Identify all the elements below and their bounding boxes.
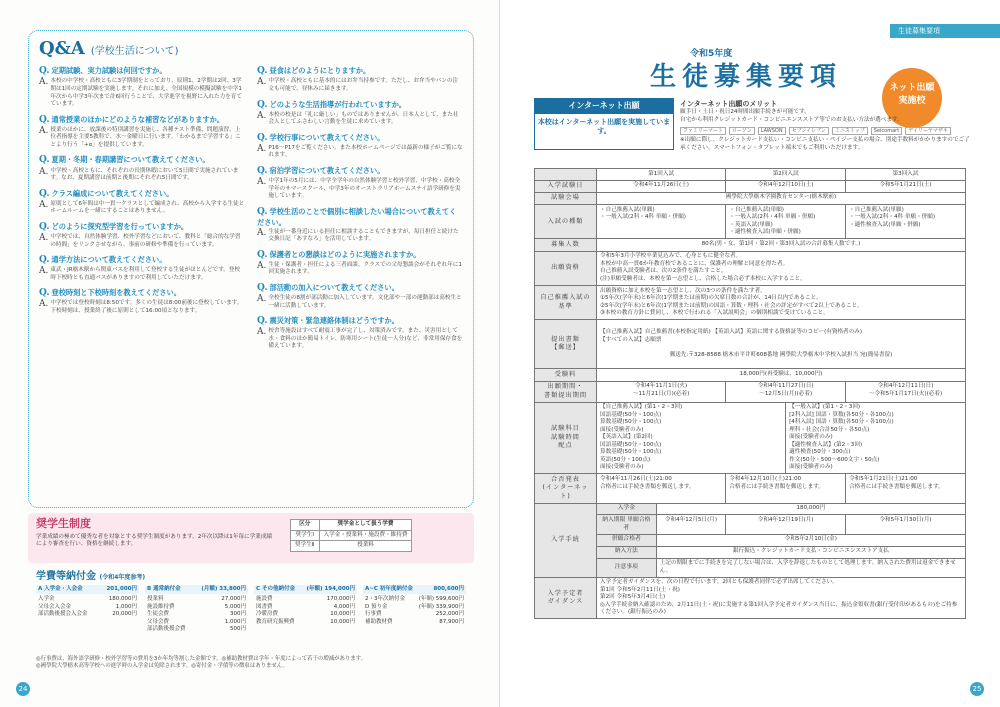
qa-section (28, 30, 474, 508)
qa-item (257, 315, 463, 351)
answer-mark-icon: A. (257, 77, 267, 88)
answer-text: 生徒が一番身近にいる担任に相談することもできますが、毎日担任と続けた交換日記「あすなろ」を活用しています。 (268, 228, 459, 243)
fee-group-name: C その他納付金 (256, 586, 295, 592)
qa-answer (257, 112, 463, 127)
label-combined-pass: 併願合格者 (597, 534, 657, 546)
question-text: 定期試験、実力試験は何回ですか。 (51, 66, 167, 76)
qa-answer (257, 145, 463, 160)
answer-mark-icon: A. (39, 77, 49, 88)
question-text: 通学方法について教えてください。 (51, 255, 167, 265)
answer-text: 全校生徒の8割が部活動に加入しています。文化部や一部の運動部は高校生と一緒に活動しています。 (268, 295, 462, 309)
answer-mark-icon: A. (257, 294, 267, 305)
fee-item: 部活動後援会費 (147, 626, 186, 633)
single-pass-deadline: 令和4年12月5日(月) (656, 515, 726, 535)
store-logo: ローソン (729, 127, 755, 136)
fees-heading: 学費等納付金 (36, 571, 96, 582)
venue: 國學院大學栃木学園教育センター(栃木駅前) (597, 192, 966, 204)
answer-text: 東武・JR栃木駅から関東バスを利用して登校する生徒がほとんどです。登校時下校時とも直通バスがありますので利用していただけます。 (50, 267, 241, 281)
page-number: 25 (970, 682, 984, 696)
label-application-period: 出願期間・ 書類提出期間 (535, 381, 597, 402)
question-mark-icon: Q. (39, 221, 50, 232)
fee-item: 2・3年次納付金 (365, 596, 405, 603)
page-number: 24 (16, 682, 30, 696)
fee-amount: 1,000円 (224, 618, 246, 625)
answer-mark-icon: A. (257, 327, 267, 338)
fee-amount: (年額) 599,600円 (418, 596, 464, 603)
subjects-left: 【自己推薦入試】(第1・2・3回) 国語基礎(50分・100点) 算数基礎(50分・100点) 面接(受験者のみ) 【英語入試】(第2回) 国語基礎(50分・100点) 算数基礎(50分・100点) 英語(50分・100点) 面接(受験者のみ) (597, 402, 786, 474)
answer-text: 本校の校是は「礼に厳しい」ものではありませんが、日本人として、また社会人としてふさわしい言動を生徒に求めています。 (268, 111, 459, 126)
scholarship-cell: 奨学生Ⅱ (291, 541, 320, 552)
fee-group-header (145, 585, 248, 594)
admission-requirements-table (534, 168, 966, 619)
qa-heading: Q&A (39, 38, 85, 59)
qa-item (39, 221, 245, 249)
answer-text: P16～P17をご覧ください。また本校ホームページでは最新の様子がご覧になれます。 (268, 144, 463, 159)
answer-mark-icon: A. (39, 125, 49, 136)
fee-group (145, 585, 248, 634)
online-application-badge: ネット出願 実施校 (882, 68, 942, 128)
label-guidance: 入学予定者 ガイダンス (535, 577, 597, 619)
answer-mark-icon: A. (39, 233, 49, 244)
qa-question (257, 65, 463, 77)
answer-mark-icon: A. (257, 260, 267, 271)
label-admission-fee: 入学金 (597, 503, 657, 515)
payment-method: 銀行振込・クレジットカード支払・コンビニエンスストア支払 (656, 546, 965, 558)
label-procedures: 入学手続 (535, 503, 597, 577)
fee-amount: 4,000円 (333, 603, 355, 610)
qa-item (39, 188, 245, 216)
fee-item: 施設維持費 (147, 603, 175, 610)
qa-column-left (39, 65, 245, 356)
fee-amount: 10,000円 (330, 618, 355, 625)
label-capacity: 募集人数 (535, 239, 597, 251)
question-mark-icon: Q. (39, 66, 50, 77)
label-single-pass: 単願合格者 (623, 516, 651, 531)
capacity: 80名(男・女、第1回・第2回・第3回入試の合計募集人数です。) (597, 239, 966, 251)
merits-title: インターネット出願のメリット (680, 100, 778, 108)
fee-amount: 27,000円 (221, 596, 246, 603)
scholarship-title: 奨学生制度 (36, 517, 91, 530)
qa-item (257, 206, 463, 244)
application-period: 令和4年11月27日(日) ～12月5日(月)(必着) (726, 381, 846, 402)
qa-answer (39, 78, 245, 108)
internet-application-text: 本校はインターネット出願を実施しています。 (537, 117, 671, 136)
qa-answer (257, 328, 463, 351)
answer-text: 生徒・保護者・担任による三者面談、クラスでの父母懇談会がそれぞれ年に1回実施されます。 (268, 261, 462, 276)
fee-item: 行事費 (365, 611, 382, 618)
answer-mark-icon: A. (39, 266, 49, 277)
answer-text: 中学1年の5月には、中学全学年の自然体験学習と校外学習、中学校・高校全学年のサマースクール、中学3年のオーストラリアホームステイ語学研修を実施しています。 (268, 178, 461, 200)
store-logos (680, 127, 970, 136)
label-subjects: 試験科目 試験時間 配点 (535, 402, 597, 474)
qa-item (39, 287, 245, 315)
fee-row (363, 596, 466, 603)
internet-application-heading: インターネット出願 (535, 99, 673, 114)
single-pass-deadline: 令和5年1月30日(月) (846, 515, 966, 535)
question-mark-icon: Q. (39, 255, 50, 266)
answer-text: 中学校・高校ともに、それぞれの長期休暇において5日間で実施されています。なお、夏期講習は前期と後期にそれぞれ5日間です。 (50, 167, 239, 182)
qa-answer (257, 78, 463, 93)
fee-item: 教育研究振興費 (256, 618, 295, 625)
fee-row (36, 611, 139, 618)
qa-question (39, 188, 245, 200)
caution: 上記の期限までに手続きを完了しない場合は、入学を辞退したものとして処理します。納入された費用は返金できません。 (656, 558, 965, 577)
scholarship-cell: 奨学生Ⅰ (291, 530, 320, 541)
scholarship-cell: 授業料 (319, 541, 412, 552)
store-logo: ミニストップ (832, 127, 868, 136)
qa-answer (39, 127, 245, 150)
answer-text: 原則として6年間は中一貫一クラスとして編成され、高校から入学する生徒とホームルームを一緒にすることはありません。 (50, 200, 245, 215)
question-mark-icon: Q. (257, 249, 268, 260)
label-deadline-single (597, 515, 657, 535)
qa-item (257, 99, 463, 127)
round-header: 第1回入試 (597, 169, 726, 181)
question-mark-icon: Q. (39, 288, 50, 299)
exam-date: 令和4年11月26日(土) (597, 180, 726, 192)
question-text: 学校生活のことで個別に相談したい場合について教えてください。 (257, 206, 457, 227)
qa-answer (257, 262, 463, 277)
fee-item: 授業料 (147, 596, 164, 603)
documents (597, 320, 966, 369)
store-logo: Seicomart (871, 127, 902, 136)
fee-note: ◎行事費は、海外語学研修・校外学習等の費用を3か年均等割した金額です。◎補助教材費は学年・年度によって若干の増減があります。 (36, 656, 367, 662)
merit-note: ※出願に際し、クレジットカード支払い・コンビニ支払い・ペイジー支払の場合、別途手数料がかかりますのでご了承ください。スマートフォン・タブレット端末でもご利用いただけます。 (680, 137, 970, 151)
question-mark-icon: Q. (257, 66, 268, 77)
fee-item: 部活動後援会入会金 (38, 611, 88, 618)
qa-answer (39, 300, 245, 315)
result-announcement: 令和4年12月10日(土)21:00 合格者には手続き書類を郵送します。 (726, 474, 846, 503)
fee-amount: 20,000円 (112, 611, 137, 618)
exam-types: ・自己推薦入試(単願) ・一般入試(2科・4科 単願・併願) ・英語入試(単願) ・適性検査入試(単願・併願) (726, 205, 846, 239)
scholarship-box (28, 513, 474, 563)
fee-row (254, 619, 357, 626)
qa-question (39, 254, 245, 266)
round-header: 第3回入試 (846, 169, 966, 181)
qa-question (257, 249, 463, 261)
question-text: 震災対策・緊急連絡体制はどうですか。 (269, 316, 399, 326)
fee-group-header (36, 585, 139, 594)
label-payment-method: 納入方法 (597, 546, 657, 558)
answer-mark-icon: A. (257, 177, 267, 188)
question-text: 夏期・冬期・春期講習について教えてください。 (51, 155, 210, 165)
qa-question (39, 221, 245, 233)
qa-question (257, 132, 463, 144)
mail-address: 郵送先:〒328-8588 栃木市平井町608番地 國學院大學栃木中学校入試担当 宛(簡易書留) (669, 351, 893, 358)
subjects-right: 【一般入試】(第1・2・3回) [2科入試] 国語・算数(各50分・各100点) [4科入試] 国語・算数(各50分・各100点) 理科・社会(合計50分・各50点) 面接(受験者のみ) 【適性検査入試】(第2・3回) 適性検査(50分・300点) 作文(50分・500～600文字・50点) 面接(受験者のみ) (786, 402, 966, 474)
fee-row (363, 611, 466, 618)
internet-application-box (534, 98, 674, 150)
question-text: 昼食はどのようにとりますか。 (269, 66, 371, 76)
application-period: 令和4年11月1日(火) ～11月21日(月)(必着) (597, 381, 726, 402)
fee-amount: (年額) 339,900円 (418, 603, 464, 610)
answer-text: 授業のほかに、放課後の特別講習を実施し、各種テスト準備、問題演習、上位者指導を主要5教科で、水～金曜日に行います。「わかるまで学習する」ことより行う「+α」を提供しています。 (50, 126, 241, 148)
qa-item (257, 249, 463, 277)
qa-item (257, 282, 463, 310)
fee-item: 施設費 (256, 596, 273, 603)
question-text: 登校時刻と下校時刻を教えてください。 (51, 288, 181, 298)
question-text: どのように探究型学習を行っていますか。 (51, 221, 189, 231)
exam-date: 令和4年12月10日(土) (726, 180, 846, 192)
qa-item (257, 65, 463, 93)
fee-item: 冷暖房費 (256, 611, 279, 618)
question-mark-icon: Q. (257, 282, 268, 293)
exam-types: ・自己推薦入試(単願) ・一般入試(2科・4科 単願・併願) ・適性検査入試(単願・併願) (846, 205, 966, 239)
question-text: クラス編成について教えてください。 (51, 188, 174, 198)
scholarship-text: 学業成績の極めて優秀な者を対象とする奨学生制度があります。2年次以降は1年毎に学業成績により審査を行い、資格を継続します。 (36, 533, 273, 548)
fees-grid (36, 585, 466, 634)
self-recommendation-criteria: 出願資格に加え本校を第一志望とし、次の3つの条件を満たす者。 ①5年次(学年末)と6年次(1学期または前期)の欠席日数の合計が、14日以内であること。 ②5年次(学年末)と6年次(1学期または前期)の国語・算数・理科・社会の評定がすべて2以上であること。 ③本校の教育方針に賛同し、本校で行われる「入試説明会」の個別相談で受けていること。 (597, 286, 966, 320)
label-exam-fee: 受験料 (535, 369, 597, 381)
answer-mark-icon: A. (257, 143, 267, 154)
answer-text: 本校の中学校・高校ともに3学期制をとっており、原則1、2学期は2回、3学期は1回の定期試験を実施します。それに加え、全国規模の模擬試験を中学1年次から中学3年次まで計6回行うことで、大学進学を視野に入れた力を育てています。 (50, 78, 242, 108)
answer-mark-icon: A. (39, 166, 49, 177)
qa-answer (39, 168, 245, 183)
qa-answer (39, 234, 245, 249)
question-text: どのような生活指導が行われていますか。 (269, 99, 407, 109)
qa-item (257, 165, 463, 201)
exam-fee: 18,000円(再受験は、10,000円) (597, 369, 966, 381)
question-mark-icon: Q. (257, 166, 268, 176)
result-announcement: 令和5年1月21日(土)21:00 合格者には手続き書類を郵送します。 (846, 474, 966, 503)
fiscal-year-label: 令和5年度 (690, 49, 733, 59)
qa-answer (257, 178, 463, 201)
scholarship-cell: 入学金・授業料・施設費・維持費 (319, 530, 412, 541)
question-mark-icon: Q. (39, 155, 50, 166)
qa-question (39, 65, 245, 77)
fee-row (145, 626, 248, 633)
exam-date: 令和5年1月21日(土) (846, 180, 966, 192)
fee-group-header (254, 585, 357, 594)
qa-question (39, 287, 245, 299)
question-text: 学校行事について教えてください。 (269, 132, 385, 142)
fee-amount: 87,900円 (439, 618, 464, 625)
fee-item: D 預り金 (365, 603, 388, 610)
fee-group-total: (年額) 194,000円 (306, 586, 355, 592)
combined-pass-deadline: 令和5年2月10日(金) (656, 534, 965, 546)
fee-notes (36, 656, 466, 671)
qa-answer (39, 201, 245, 216)
answer-text: 中学校では登校時刻は8:50です。多くの生徒は8:00前後に登校しています。下校時刻は、授業終了後に原則として16:00頃となります。 (50, 300, 243, 315)
section-tab: 生徒募集要項 (890, 24, 1000, 38)
label-eligibility: 出願資格 (535, 251, 597, 285)
qa-question (257, 315, 463, 327)
scholarship-header-fees: 奨学金として扱う学費 (319, 520, 412, 531)
fee-amount: 500円 (230, 626, 246, 633)
merit-line: 願手日・土日・祝日24時間出願手続きが可能です。 (680, 109, 810, 116)
fee-group-name: A~C 初年度納付金 (365, 586, 413, 592)
answer-mark-icon: A. (257, 227, 267, 238)
question-text: 部活動の加入について教えてください。 (269, 282, 399, 292)
qa-answer (257, 295, 463, 310)
question-mark-icon: Q. (257, 316, 268, 327)
single-pass-deadline: 令和4年12月19日(月) (726, 515, 846, 535)
application-period: 令和4年12月11日(日) ～令和5年1月17日(火)(必着) (846, 381, 966, 402)
question-mark-icon: Q. (39, 114, 50, 125)
merits-section (680, 100, 970, 152)
qa-title (39, 37, 463, 61)
qa-question (39, 114, 245, 126)
qa-question (257, 206, 463, 228)
fee-group-name: A 入学金・入会金 (38, 586, 83, 592)
fee-row (363, 619, 466, 626)
scholarship-table (290, 519, 412, 552)
fee-group-name: B 通常納付金 (147, 586, 181, 592)
fee-group (254, 585, 357, 634)
qa-item (39, 254, 245, 282)
qa-item (39, 154, 245, 182)
answer-mark-icon: A. (39, 199, 49, 210)
fee-amount: 10,000円 (330, 611, 355, 618)
qa-item (39, 65, 245, 108)
eligibility: 令和5年3月小学校卒業見込みで、心身ともに健全な者。 本校が中高一貫6か年教育校であることに、保護者の理解と同意を得た者。 自己推薦入試受験者は、次の2条件を満たすこと。 (注)単願受験者は、本校を第一志望とし、合格した場合必ず本校に入学すること。 (597, 251, 966, 285)
store-logo: LAWSON (758, 127, 786, 136)
fee-row (145, 611, 248, 618)
qa-subheading: (学校生活について) (90, 46, 179, 57)
scholarship-header-category: 区分 (291, 520, 320, 531)
question-text: 通常授業のほかにどのような補習などがありますか。 (51, 114, 225, 124)
question-mark-icon: Q. (257, 132, 268, 143)
label-exam-type: 入試の種類 (535, 205, 597, 239)
store-logo: セブンイレブン (789, 127, 829, 136)
result-announcement: 令和4年11月26日(土)21:00 合格者には手続き書類を郵送します。 (597, 474, 726, 503)
label-self-recommendation: 自己推薦入試の基準 (535, 286, 597, 320)
qa-question (257, 282, 463, 294)
qa-item (39, 114, 245, 150)
fee-item: 生徒会費 (147, 611, 170, 618)
label-results: 合否発表 (インターネット) (535, 474, 597, 503)
label-venue: 試験会場 (535, 192, 597, 204)
answer-mark-icon: A. (39, 299, 49, 310)
fee-group-total: 800,600円 (433, 586, 464, 592)
fee-group (363, 585, 466, 634)
label-exam-date: 入学試験日 (535, 180, 597, 192)
store-logo: デイリーヤマザキ (905, 127, 951, 136)
fee-group (36, 585, 139, 634)
qa-column-right (257, 65, 463, 356)
fee-group-total: 201,000円 (106, 586, 137, 592)
blank-cell (535, 169, 597, 181)
label-caution: 注意事項 (597, 558, 657, 577)
answer-text: 校舎等施設はすべて耐震工事が完了し、対策済みです。また、災害用として水・食料のほか簡易トイレ、防寒用シート(生徒一人分)など、非常用保存食を備えています。 (268, 328, 463, 350)
answer-text: 中学校では、自然体験学習、校外学習などにおいて、教科と「総合的な学習の時間」をリンクさせながら、事前の研修や準備を行っています。 (50, 234, 241, 248)
fee-item: 父母会費 (147, 618, 170, 625)
qa-answer (257, 229, 463, 244)
right-page (500, 0, 1000, 707)
fee-amount: 1,000円 (115, 603, 137, 610)
fees-title (36, 570, 145, 584)
qa-item (257, 132, 463, 160)
documents-list: 【自己推薦入試】自己推薦書(本校指定用紙) 【英語入試】英語に関する資格証等のコピー(有資格者のみ) 【すべての入試】志願票 (600, 329, 863, 343)
question-text: 保護者との懇談はどのように実施されますか。 (269, 249, 421, 259)
fee-item: 父母会入会金 (38, 603, 72, 610)
label-documents: 提出書類 【郵送】 (535, 320, 597, 369)
qa-question (257, 99, 463, 111)
fee-row (254, 611, 357, 618)
fee-amount: 180,000円 (108, 596, 137, 603)
fee-row (145, 619, 248, 626)
page-title: 生徒募集要項 (650, 62, 843, 92)
qa-question (257, 165, 463, 177)
fee-item: 入学金 (38, 596, 55, 603)
fee-note: ◎國學院大學栃木高等学校への進学時の入学金は免除されます。◎寄付金・学債等の徴収はありません。 (36, 663, 288, 670)
question-mark-icon: Q. (39, 188, 50, 199)
question-mark-icon: Q. (257, 99, 268, 110)
exam-types: ・自己推薦入試(単願) ・一般入試(2科・4科 単願・併願) (597, 205, 726, 239)
guidance: 入学予定者ガイダンスを、次の日程で行います。2回とも保護者同伴で必ず出席してください。 第1回 令和5年2月11日(土・祝) 第2回 令和5年3月4日(土) ◎入学手続金納入確認のため、2月11日(土・祝)に実施する第1回入学予定者ガイダンス当日に、振込金領収書(銀行受付印があるもの)をご持参ください。(銀行振込のみ) (597, 577, 966, 619)
fee-item: 補助教材費 (365, 618, 393, 625)
merit-line: 自宅から利用クレジットカード・コンビニエンスストア等でのお支払い方法が選べます。 (680, 116, 903, 123)
fee-group-header (363, 585, 466, 594)
fees-subheading: (令和4年度参考) (99, 574, 146, 581)
answer-mark-icon: A. (257, 110, 267, 121)
qa-answer (39, 267, 245, 282)
qa-question (39, 154, 245, 166)
store-logo: ファミリーマート (680, 127, 726, 136)
fee-amount: 5,000円 (224, 603, 246, 610)
question-text: 宿泊学習について教えてください。 (269, 166, 385, 175)
round-header: 第2回入試 (726, 169, 846, 181)
answer-text: 中学校・高校ともに基本的にはお弁当持参です。ただし、お弁当やパンの注文も可能で、昼休みに届きます。 (268, 78, 459, 92)
fee-row (254, 596, 357, 603)
label-fee-deadline: 納入期限 (602, 516, 626, 523)
fee-item: 図書費 (256, 603, 273, 610)
question-mark-icon: Q. (257, 206, 268, 217)
fee-row (145, 596, 248, 603)
fee-amount: 252,000円 (435, 611, 464, 618)
admission-fee: 180,000円 (656, 503, 965, 515)
fee-group-total: (月額) 33,800円 (201, 586, 246, 592)
fee-amount: 300円 (230, 611, 246, 618)
fee-row (36, 596, 139, 603)
fee-amount: 170,000円 (326, 596, 355, 603)
